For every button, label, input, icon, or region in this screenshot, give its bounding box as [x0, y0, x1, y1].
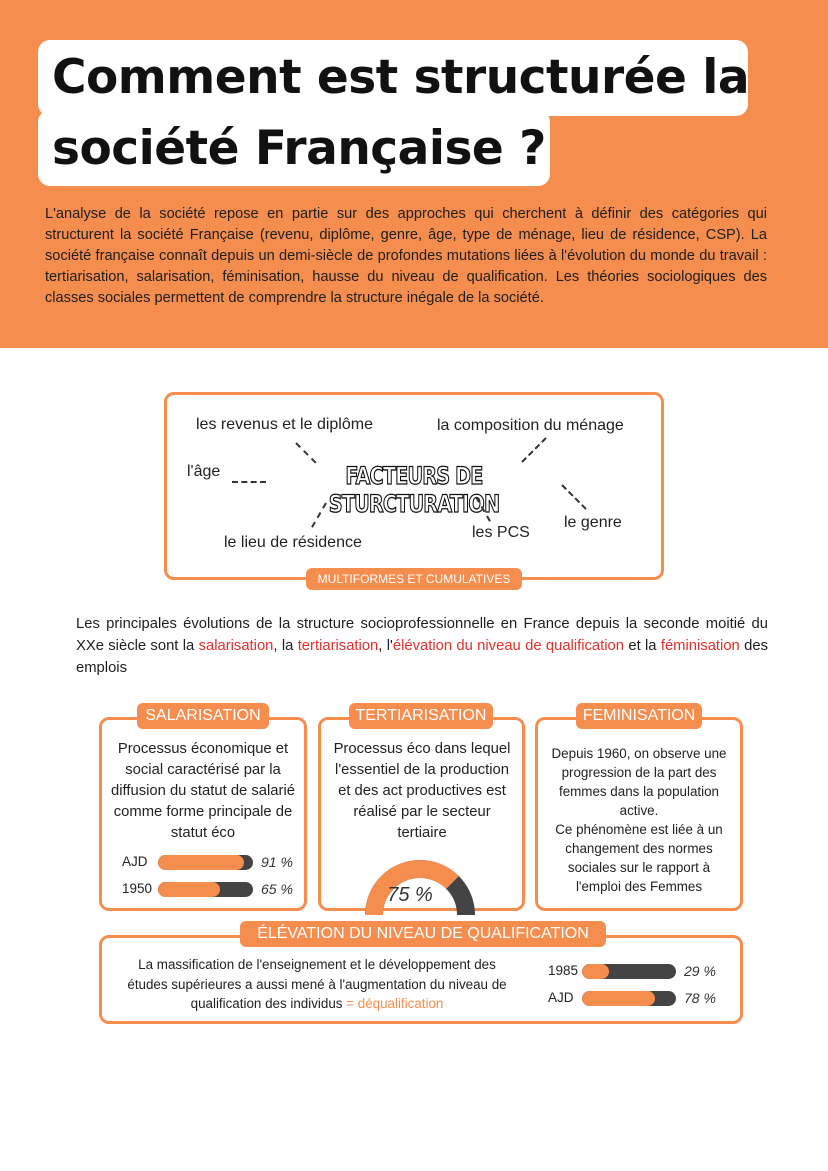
evo-salarisation: salarisation [198, 638, 274, 654]
salarisation-tag: SALARISATION [137, 703, 269, 729]
gauge-percentage: 75 % [387, 884, 433, 906]
tertiarisation-text: Processus éco dans lequel l'essentiel de la production et des act productives est réalisé par le secteur tertiaire [333, 741, 511, 841]
evolutions-paragraph [76, 613, 768, 679]
qualification-bar-track [582, 964, 676, 979]
evo-sep-2: , l' [378, 638, 393, 654]
qualification-tag: ÉLÉVATION DU NIVEAU DE QUALIFICATION [240, 921, 606, 947]
salarisation-bar-percentage: 91 % [261, 854, 293, 870]
evo-elevation: élévation du niveau de qualification [392, 638, 625, 654]
evo-sep-1: , la [273, 638, 298, 654]
factor-residence: le lieu de résidence [224, 534, 362, 551]
factor-age: l'âge [187, 463, 221, 480]
feminisation-text-1: Depuis 1960, on observe une progression de la part des femmes dans la population active. [551, 746, 727, 818]
qualification-text-body: La massification de l'enseignement et le développement des études supérieures a aussi mené à l'augmentation du niveau de qualification des individus [127, 957, 507, 1011]
feminisation-text [544, 744, 734, 896]
qualification-bar-fill [582, 991, 655, 1006]
evo-end: des emplois [76, 638, 768, 676]
factor-pcs: les PCS [472, 524, 530, 541]
feminisation-tag: FEMINISATION [576, 703, 702, 729]
factor-revenus: les revenus et le diplôme [196, 416, 373, 433]
evo-sep-3: et la [624, 638, 661, 654]
factor-genre: le genre [564, 514, 622, 531]
salarisation-bar-label: AJD [122, 854, 148, 869]
qualification-bar-row [548, 962, 736, 980]
title-line-1: Comment est structurée la [52, 50, 750, 105]
salarisation-bar-label: 1950 [122, 881, 153, 896]
salarisation-text: Processus économique et social caractérisé par la diffusion du statut de salarié comme forme principale de statut éco [111, 741, 295, 841]
feminisation-text-2: Ce phénomène est liée à un changement des normes sociales sur le rapport à l'emploi des Femmes [555, 822, 723, 894]
factor-menage: la composition du ménage [437, 417, 624, 434]
tertiarisation-tag: TERTIARISATION [349, 703, 493, 729]
factors-title: FACTEURS DE STURCTURATION [328, 462, 500, 518]
intro-paragraph: L'analyse de la société repose en partie sur des approches qui cherchent à définir des catégories qui structurent la société Française (revenu, diplôme, genre, âge, type de ménage, lieu de résidence, CSP). La société française connaît depuis un demi-siècle de profondes mutations liées à l'évolution du monde du travail : tertiarisation, salarisation, féminisation, hausse du niveau de qualification. Les théories sociologiques des classes sociales permettent de comprendre la structure inégale de la société. [45, 206, 767, 306]
evo-feminisation: féminisation [660, 638, 740, 654]
connector-age [232, 481, 266, 483]
salarisation-bar-fill [158, 882, 220, 897]
salarisation-bar-row [122, 880, 313, 898]
qualification-bar-track [582, 991, 676, 1006]
qualification-deq: = déqualification [346, 996, 444, 1011]
qualification-bar-percentage: 29 % [684, 963, 716, 979]
salarisation-bar-row [122, 853, 313, 871]
qualification-text [124, 955, 510, 1014]
title-line-2: société Française ? [52, 121, 546, 176]
qualification-bar-fill [582, 964, 609, 979]
evo-text-1: Les principales évolutions de la structure socioprofessionnelle en France depuis la seconde moitié du XXe siècle sont la [76, 616, 768, 654]
salarisation-bar-percentage: 65 % [261, 881, 293, 897]
qualification-bar-label: 1985 [548, 963, 579, 978]
salarisation-bar-track [158, 882, 253, 897]
qualification-bar-percentage: 78 % [684, 990, 716, 1006]
qualification-bar-row [548, 989, 736, 1007]
page-title [52, 42, 792, 184]
qualification-bar-label: AJD [548, 990, 574, 1005]
evo-tertiarisation: tertiarisation [297, 638, 379, 654]
salarisation-bar-fill [158, 855, 244, 870]
salarisation-bar-track [158, 855, 253, 870]
multiformes-tag: MULTIFORMES ET CUMULATIVES [306, 568, 522, 590]
